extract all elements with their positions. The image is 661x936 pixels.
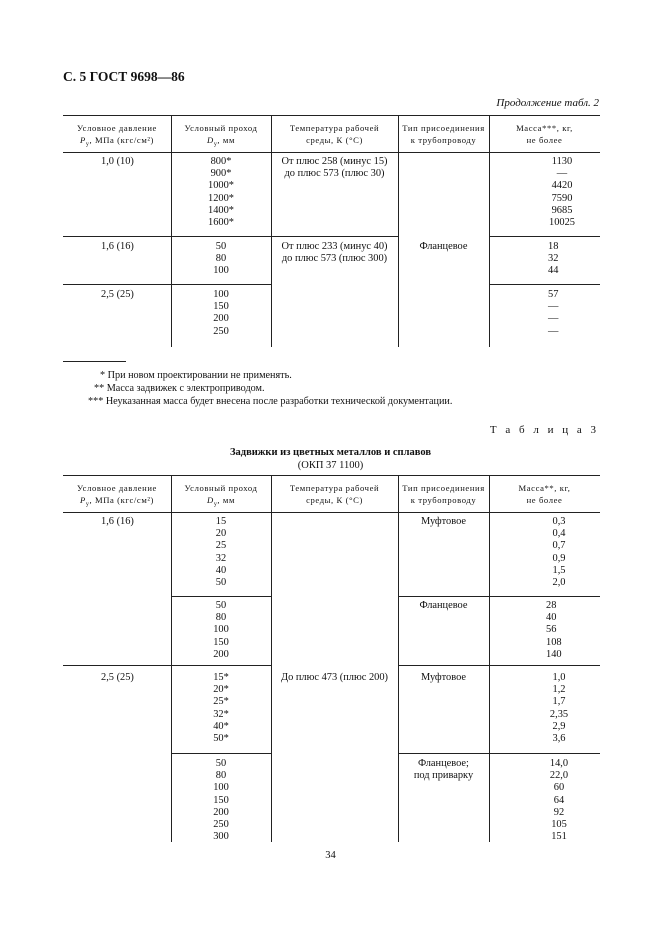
table-3-row-divider [398, 753, 600, 754]
table-2-col-rule [271, 115, 272, 347]
pressure-cell: 1,6 (16) [101, 516, 134, 527]
pressure-cell: 1,0 (10) [101, 156, 134, 167]
column-header-diameter: Условный проход $D_у$, мм [184, 483, 258, 508]
diameter-list: 100 150 200 250 [213, 289, 229, 337]
table-3-col-rule [271, 475, 272, 842]
diameter-list: 800* 900* 1000* 1200* 1400* 1600* [208, 156, 234, 229]
table-3-row-divider [171, 753, 271, 754]
mass-list: 1,0 1,2 1,7 2,35 2,9 3,6 [549, 672, 569, 745]
column-header-connection: Тип присоединения к трубопроводу [402, 483, 485, 505]
temperature-cell: От плюс 233 (минус 40) до плюс 573 (плюс 300) [281, 241, 388, 265]
diameter-list: 50 80 100 150 200 250 300 [213, 758, 229, 843]
pressure-cell: 2,5 (25) [101, 289, 134, 300]
table-2-row-divider [489, 236, 600, 237]
table-3-row-divider [171, 596, 271, 597]
mass-list: 0,3 0,4 0,7 0,9 1,5 2,0 [552, 516, 566, 589]
table-2-col-rule [489, 115, 490, 347]
page-number: 34 [325, 850, 336, 861]
connection-cell: Муфтовое [420, 672, 467, 683]
table-3-row-divider [398, 596, 600, 597]
column-header-temperature: Температура рабочей среды, К (°С) [289, 123, 380, 145]
mass-list: 28 40 56 108 140 [546, 600, 562, 660]
table-2-row-divider [489, 284, 600, 285]
table-2-row-divider [63, 284, 271, 285]
table-continuation-label: Продолжение табл. 2 [496, 97, 599, 109]
pressure-cell: 1,6 (16) [101, 241, 134, 252]
diameter-list: 15* 20* 25* 32* 40* 50* [213, 672, 229, 745]
connection-cell: Муфтовое [420, 516, 467, 527]
table-3-header-rule [63, 512, 600, 513]
mass-list: 1130 — 4420 7590 9685 10025 [549, 156, 575, 229]
table-3-row-divider [398, 665, 600, 666]
temperature-cell: До плюс 473 (плюс 200) [280, 672, 388, 683]
table-title: Задвижки из цветных металлов и сплавов [229, 447, 431, 458]
footnote-separator [63, 361, 126, 362]
connection-cell: Фланцевое [419, 600, 468, 611]
table-3-row-divider [63, 665, 271, 666]
column-header-diameter: Условный проход $D_у$, мм [184, 123, 258, 148]
column-header-pressure: Условное давление $P_у$, МПа (кгс/см²) [77, 123, 157, 148]
table-2-temp-divider [271, 236, 398, 237]
table-2-top-rule [63, 115, 600, 116]
page-title: С. 5 ГОСТ 9698—86 [63, 69, 185, 84]
table-number: Т а б л и ц а 3 [489, 424, 599, 436]
mass-list: 18 32 44 [548, 241, 559, 277]
table-2-header-rule [63, 152, 600, 153]
table-okp-code: (ОКП 37 1100) [297, 460, 364, 471]
table-3-col-rule [398, 475, 399, 842]
pressure-cell: 2,5 (25) [101, 672, 134, 683]
column-header-mass: Масса**, кг, не более [518, 483, 571, 505]
connection-cell: Фланцевое; под приварку [413, 758, 474, 782]
column-header-temperature: Температура рабочей среды, К (°С) [289, 483, 380, 505]
column-header-connection: Тип присоединения к трубопроводу [402, 123, 485, 145]
footnote: ** Масса задвижек с электроприводом. [94, 383, 265, 394]
diameter-list: 15 20 25 32 40 50 [215, 516, 227, 589]
footnote: * При новом проектировании не применять. [100, 370, 292, 381]
footnote: *** Неуказанная масса будет внесена после разработки технической документации. [88, 396, 453, 407]
column-header-pressure: Условное давление $P_у$, МПа (кгс/см²) [77, 483, 157, 508]
column-header-mass: Масса***, кг, не более [516, 123, 573, 145]
table-2-row-divider [63, 236, 271, 237]
table-3-top-rule [63, 475, 600, 476]
temperature-cell: От плюс 258 (минус 15) до плюс 573 (плюс 30) [281, 156, 388, 180]
table-3-col-rule [489, 475, 490, 842]
diameter-list: 50 80 100 [213, 241, 229, 277]
mass-list: 14,0 22,0 60 64 92 105 151 [549, 758, 569, 843]
connection-cell: Фланцевое [419, 241, 468, 252]
mass-list: 57 — — — [548, 289, 559, 337]
diameter-list: 50 80 100 150 200 [213, 600, 229, 660]
table-2-col-rule [398, 115, 399, 347]
